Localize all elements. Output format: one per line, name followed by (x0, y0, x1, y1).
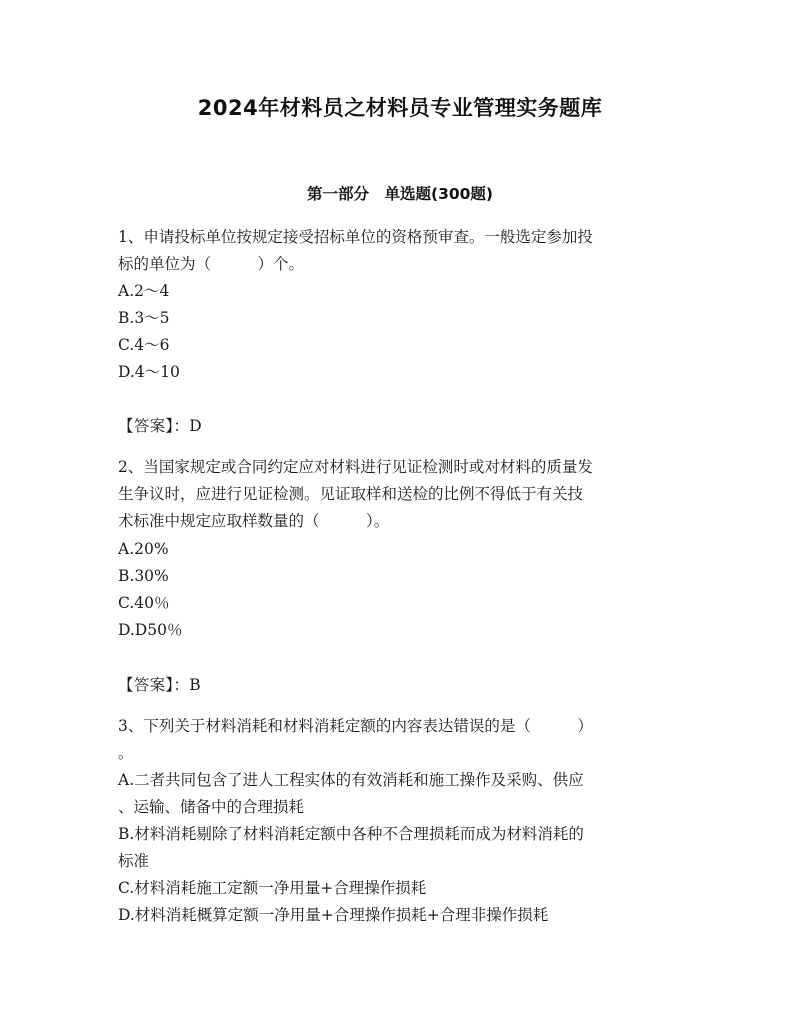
question-3-option-d: D.材料消耗概算定额一净用量+合理操作损耗+合理非操作损耗 (118, 906, 549, 924)
question-3-option-c: C.材料消耗施工定额一净用量+合理操作损耗 (118, 879, 427, 897)
question-3-stem-line-2: 。 (118, 744, 134, 762)
question-1-stem-line-2: 标的单位为（ ）个。 (118, 255, 305, 273)
question-1-stem-line-1: 1、申请投标单位按规定接受招标单位的资格预审查。一般选定参加投 (118, 228, 593, 246)
question-2-option-c: C.40％ (118, 594, 170, 612)
question-2-stem-line-1: 2、当国家规定或合同约定应对材料进行见证检测时或对材料的质量发 (118, 458, 593, 476)
question-3-stem-line-1: 3、下列关于材料消耗和材料消耗定额的内容表达错误的是（ ） (118, 717, 593, 735)
question-1-option-a: A.2～4 (118, 282, 170, 300)
question-1-option-c: C.4～6 (118, 336, 170, 354)
question-1-option-d: D.4～10 (118, 363, 180, 381)
question-3-option-b-line-1: B.材料消耗剔除了材料消耗定额中各种不合理损耗而成为材料消耗的 (118, 825, 584, 843)
question-2-stem-line-3: 术标准中规定应取样数量的（ ）。 (118, 512, 390, 530)
question-2-answer: 【答案】：B (118, 676, 201, 694)
document-title: 2024年材料员之材料员专业管理实务题库 (197, 96, 603, 120)
section-title: 第一部分 单选题(300题) (306, 185, 494, 203)
question-1-answer: 【答案】：D (118, 417, 202, 435)
question-2-option-d: D.D50％ (118, 621, 183, 639)
question-3-option-b-line-2: 标准 (118, 852, 150, 870)
question-2-option-b: B.30% (118, 567, 169, 585)
question-2-option-a: A.20% (118, 540, 169, 558)
question-1-option-b: B.3～5 (118, 309, 170, 327)
question-2-stem-line-2: 生争议时，应进行见证检测。见证取样和送检的比例不得低于有关技 (118, 485, 584, 503)
question-3-option-a-line-1: A.二者共同包含了进人工程实体的有效消耗和施工操作及采购、供应 (118, 771, 584, 789)
question-3-option-a-line-2: 、运输、储备中的合理损耗 (118, 798, 305, 816)
